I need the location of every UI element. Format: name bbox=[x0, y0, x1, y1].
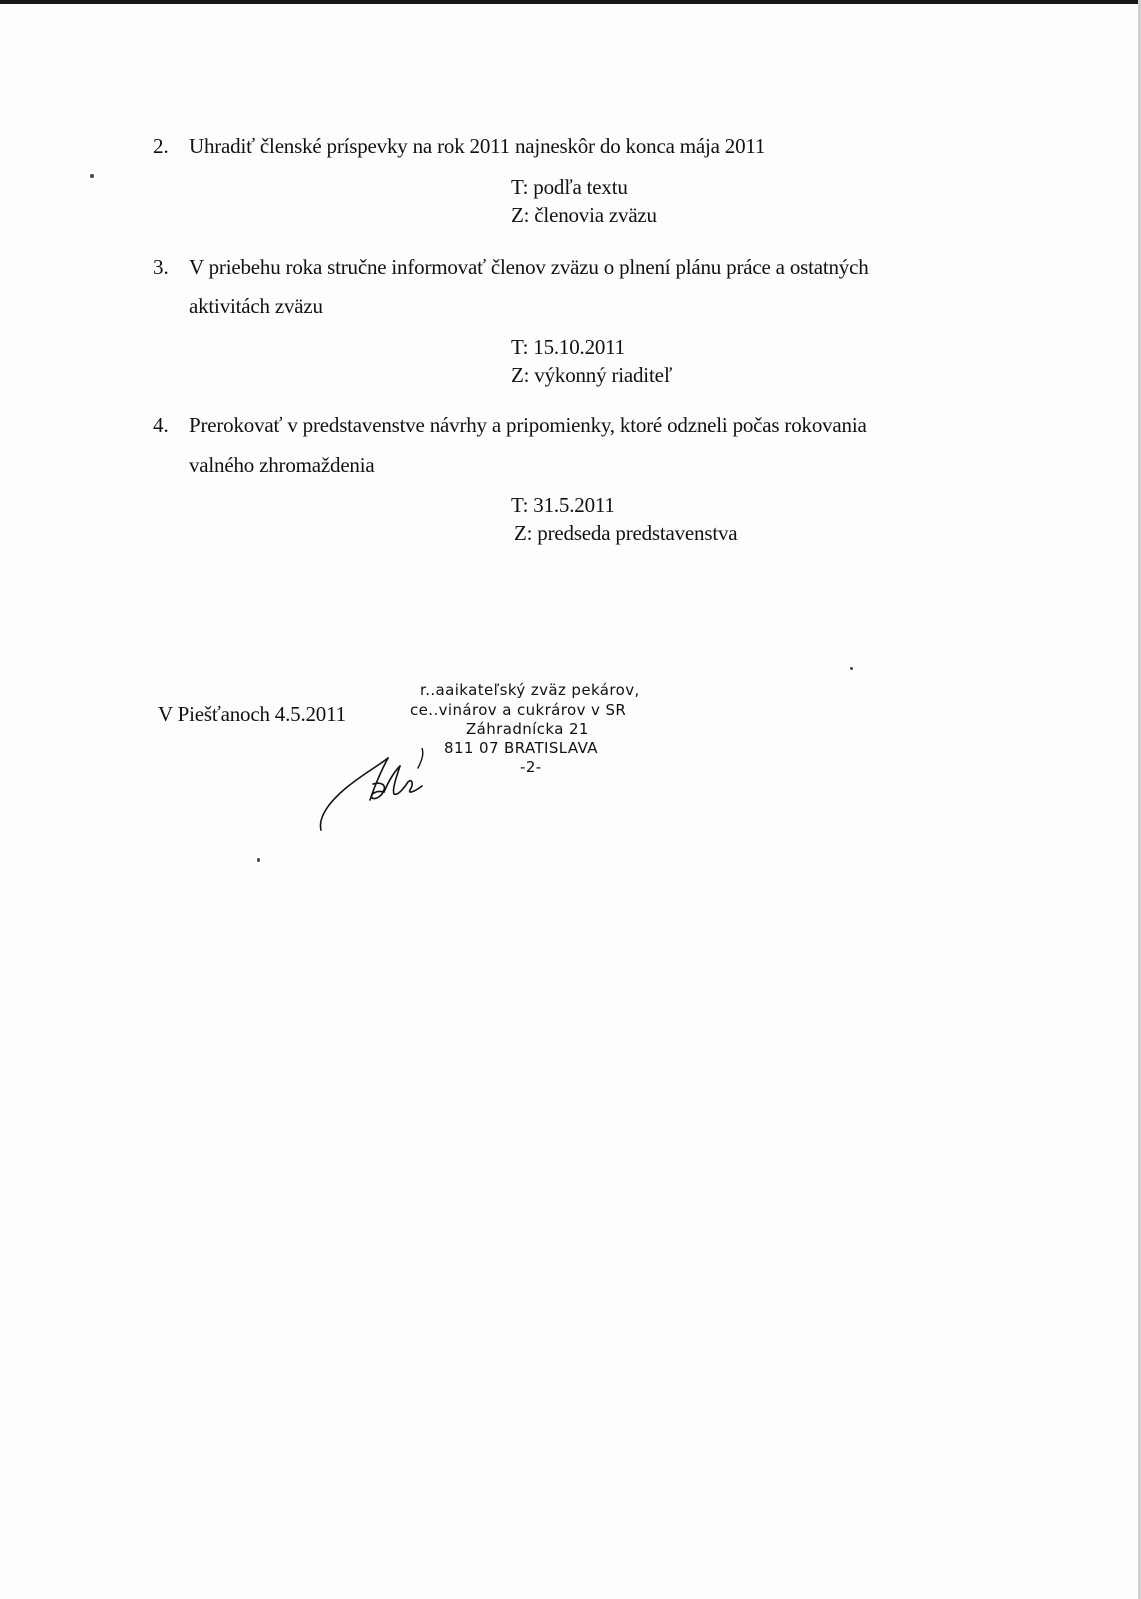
signature-icon bbox=[318, 748, 438, 848]
item-number: 2. bbox=[153, 134, 169, 158]
item-text-line: V priebehu roka stručne informovať členov zväzu o plnení plánu práce a ostatných bbox=[189, 255, 869, 279]
item-deadline: T: podľa textu bbox=[511, 175, 628, 199]
item-responsible: Z: výkonný riaditeľ bbox=[511, 363, 673, 387]
place-date: V Piešťanoch 4.5.2011 bbox=[158, 702, 346, 726]
stamp-line: ce..vinárov a cukrárov v SR bbox=[410, 701, 627, 719]
page-edge-top bbox=[0, 0, 1141, 4]
item-text-line: aktivitách zväzu bbox=[189, 294, 323, 318]
item-deadline: T: 31.5.2011 bbox=[511, 493, 615, 517]
stamp-line: -2- bbox=[520, 758, 542, 776]
item-number: 3. bbox=[153, 255, 169, 279]
stamp-line: r..aaikateľský zväz pekárov, bbox=[420, 681, 640, 699]
item-responsible: Z: členovia zväzu bbox=[511, 203, 657, 227]
item-text-line: valného zhromaždenia bbox=[189, 453, 375, 477]
item-text-line: Uhradiť členské príspevky na rok 2011 najneskôr do konca mája 2011 bbox=[189, 134, 766, 158]
item-text-line: Prerokovať v predstavenstve návrhy a pripomienky, ktoré odzneli počas rokovania bbox=[189, 413, 867, 437]
stamp-line: 811 07 BRATISLAVA bbox=[444, 739, 598, 757]
scan-speck bbox=[257, 858, 260, 862]
scan-speck bbox=[850, 667, 853, 670]
stamp-line: Záhradnícka 21 bbox=[466, 720, 589, 738]
item-deadline: T: 15.10.2011 bbox=[511, 335, 625, 359]
scan-speck bbox=[90, 174, 94, 178]
item-responsible: Z: predseda predstavenstva bbox=[514, 521, 738, 545]
item-number: 4. bbox=[153, 413, 169, 437]
